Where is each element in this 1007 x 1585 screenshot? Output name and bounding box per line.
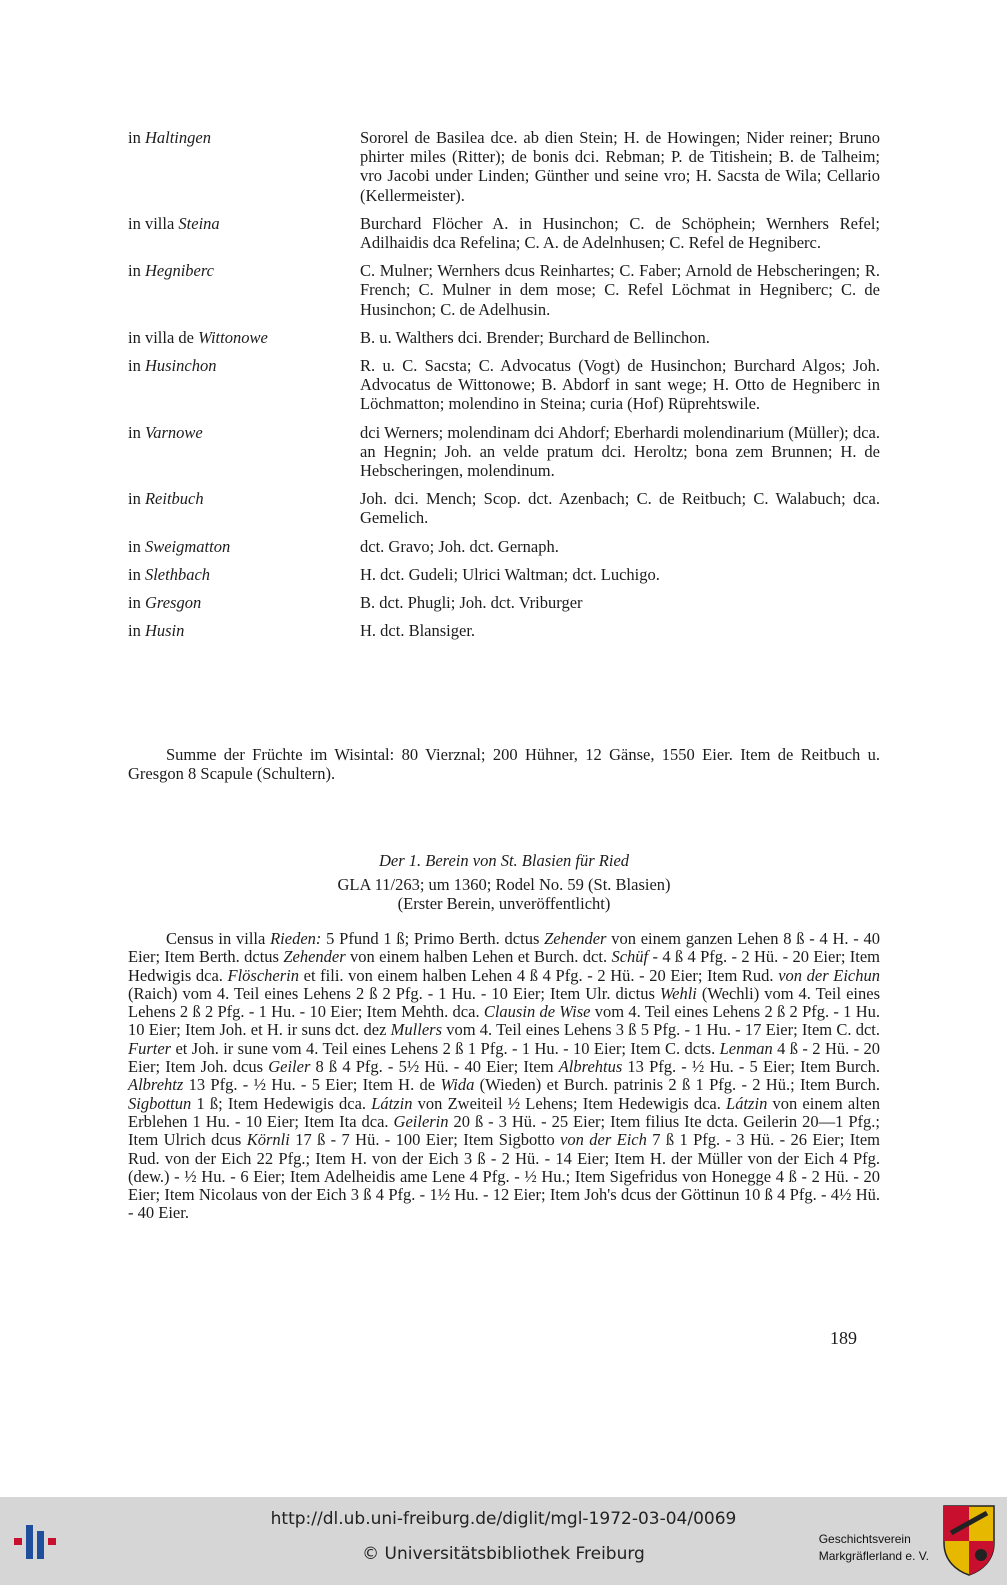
census-text: von einem ganzen Lehen 8 ß - 4 H. - 40 Eier; Item Berth. dctus — [128, 929, 880, 967]
section-title: Der 1. Berein von St. Blasien für Ried — [378, 851, 630, 870]
entry-place-name: Wittonowe — [198, 327, 268, 347]
entry-place-prefix: in — [128, 489, 145, 509]
entry-names: dct. Gravo; Joh. dct. Gernaph. — [360, 536, 559, 556]
entry-place-name: Hegniberc — [144, 261, 214, 281]
census-text: (Wechli) vom 4. Teil eines Lehens 2 ß 2 Pfg. - 1 Hu. - 10 Eier; Item Mehth. dca. — [128, 983, 880, 1022]
census-text: 17 ß - 7 Hü. - 100 Eier; Item Sigbotto — [289, 1130, 561, 1150]
entry-place-name: Haltingen — [144, 128, 211, 147]
census-name: von der Eich — [560, 1130, 647, 1150]
society-name — [819, 1531, 929, 1565]
census-text: 1 ß; Item Hedewigis dca. — [191, 1093, 372, 1113]
census-name: Flöscherin — [227, 965, 300, 985]
entry-row — [128, 328, 880, 347]
entry-place-prefix: in — [128, 536, 145, 556]
entry-place-name: Husinchon — [144, 356, 217, 376]
census-name: Látzin — [726, 1093, 768, 1113]
entry-place-name: Gresgon — [144, 593, 202, 613]
entry-place-prefix: in — [128, 593, 145, 613]
census-text: et Joh. ir sune vom 4. Teil eines Lehens 2 ß 1 Pfg. - 1 Hu. - 10 Eier; Item C. dcts. — [171, 1038, 720, 1058]
entry-names: B. dct. Phugli; Joh. dct. Vriburger — [360, 593, 583, 613]
census-text: 20 ß - 3 Hü. - 25 Eier; Item filius Ite dcta. Geilerin 20—1 Pfg.; Item Ulrich dcus — [128, 1111, 880, 1150]
census-name: von der Eichun — [778, 965, 880, 985]
entry-row — [128, 214, 880, 252]
entry-place — [128, 214, 360, 252]
entry-place — [128, 621, 360, 640]
entries-list — [128, 128, 880, 649]
census-text: et fili. von einem halben Lehen 4 ß 4 Pfg. - 2 Hü. - 20 Eier; Item Rud. — [299, 965, 779, 985]
entry-names: H. dct. Gudeli; Ulrici Waltman; dct. Luchigo. — [360, 564, 660, 584]
census-name: Zehender — [544, 929, 607, 948]
census-name: Geilerin — [393, 1111, 449, 1131]
entry-place — [128, 537, 360, 556]
entry-place-name: Reitbuch — [144, 489, 204, 509]
census-text: (Wieden) et Burch. patrinis 2 ß 1 Pfg. - 2 Hü.; Item Burch. — [474, 1075, 880, 1095]
entry-place-prefix: in villa — [128, 213, 179, 233]
entry-names: B. u. Walthers dci. Brender; Burchard de Bellinchon. — [360, 327, 710, 347]
footer-copyright: © Universitätsbibliothek Freiburg — [362, 1544, 645, 1564]
society-line-1: Geschichtsverein — [818, 1532, 911, 1546]
census-text: 13 Pfg. - ½ Hu. - 5 Eier; Item H. de — [183, 1075, 441, 1095]
entry-names: Burchard Flöcher A. in Husinchon; C. de Schöphein; Wernhers Refel; Adilhaidis dca Refelina; C. A. de Adelnhusen; C. Refel de Hegniberc. — [360, 213, 880, 253]
entry-row — [128, 261, 880, 319]
entry-row — [128, 593, 880, 612]
entry-place — [128, 261, 360, 319]
census-name: Rieden: — [270, 929, 322, 948]
census-text: - 4 ß 4 Pfg. - 2 Hü. - 20 Eier; Item Hedwigis dca. — [128, 947, 880, 985]
entry-names: C. Mulner; Wernhers dcus Reinhartes; C. Faber; Arnold de Hebscheringen; R. French; C. Mulner in dem mose; C. Refel Löchmat in Hegniberc; C. de Husinchon; C. de Adelhusin. — [360, 261, 880, 319]
entry-row — [128, 356, 880, 414]
entry-place-prefix: in — [128, 128, 145, 147]
census-name: Schüf — [611, 947, 649, 967]
section-source: GLA 11/263; um 1360; Rodel No. 59 (St. Blasien) — [337, 875, 671, 894]
entry-row — [128, 423, 880, 481]
entry-place-name: Slethbach — [144, 564, 211, 584]
census-name: Sigbottun — [128, 1093, 192, 1113]
census-name: Furter — [128, 1038, 172, 1058]
entry-place — [128, 593, 360, 612]
entry-place-prefix: in — [128, 356, 145, 376]
entry-names: dci Werners; molendinam dci Ahdorf; Eberhardi molendinarium (Müller); dca. an Hegnin; Joh. an velde pratum dci. Heroltz; bona zem Brunnen; H. de Hebscheringen, molendinum. — [360, 422, 880, 481]
census-text: 8 ß 4 Pfg. - 5½ Hü. - 40 Eier; Item — [310, 1057, 559, 1077]
footer-bar — [0, 1497, 1007, 1585]
census-name: Zehender — [283, 947, 346, 967]
entry-row — [128, 489, 880, 527]
entry-place — [128, 328, 360, 347]
entry-place — [128, 128, 360, 205]
entry-place-prefix: in villa de — [128, 327, 199, 347]
entry-place — [128, 489, 360, 527]
census-name: Látzin — [371, 1093, 413, 1113]
census-text: (Raich) vom 4. Teil eines Lehens 2 ß 2 Pfg. - 1 Hu. - 10 Eier; Item Ulr. dictus — [128, 983, 660, 1003]
census-name: Albrehtz — [128, 1075, 184, 1095]
census-text: Census in villa — [166, 929, 271, 948]
census-paragraph — [128, 930, 880, 1223]
entry-place-name: Steina — [178, 213, 220, 233]
summary-paragraph: Summe der Früchte im Wisintal: 80 Vierznal; 200 Hühner, 12 Gänse, 1550 Eier. Item de Reitbuch u. Gresgon 8 Scapule (Schultern). — [128, 745, 880, 784]
census-name: Clausin de Wise — [483, 1002, 591, 1022]
entry-names: H. dct. Blansiger. — [360, 621, 476, 641]
section-note: (Erster Berein, unveröffentlicht) — [397, 894, 611, 913]
page-number: 189 — [830, 1328, 857, 1348]
census-name: Wehli — [659, 983, 697, 1003]
entry-row — [128, 565, 880, 584]
entry-place-name: Varnowe — [144, 422, 203, 442]
entry-place-name: Sweigmatton — [144, 536, 231, 556]
footer-url-link[interactable]: http://dl.ub.uni-freiburg.de/diglit/mgl-1972-03-04/0069 — [270, 1509, 737, 1529]
census-text: von einem alten Erblehen 1 Hu. - 10 Eier; Item Ita dca. — [128, 1093, 880, 1131]
census-name: Geiler — [268, 1057, 311, 1077]
census-text: 5 Pfund 1 ß; Primo Berth. dctus — [321, 929, 545, 948]
census-text: von einem halben Lehen et Burch. dct. — [345, 947, 612, 967]
entry-place-prefix: in — [128, 422, 145, 442]
society-crest-icon — [941, 1503, 997, 1577]
entry-place-prefix: in — [128, 261, 145, 281]
entry-place — [128, 356, 360, 414]
entry-names: Sororel de Basilea dce. ab dien Stein; H. de Howingen; Nider reiner; Bruno phirter miles (Ritter); de bonis dci. Rebman; P. de Titishein; B. de Talheim; vro Jacobi under Linden; Günther und seine vro; H. Sacsta de Wila; Cellario (Kellermeister). — [360, 128, 880, 205]
census-text: 7 ß 1 Pfg. - 3 Hü. - 26 Eier; Item Rud. von der Eich 22 Pfg.; Item H. von der Eich 3 ß - 2 Hü. - 14 Eier; Item H. der Müller von der Eich 4 Pfg. (dew.) - ½ Hu. - 6 Eier; Item Adelheidis ame Lene 4 Pfg. - ½ Hu.; Item Sigefridus von Honegge 4 ß - 2 Hü. - 20 Eier; Item Nicolaus von der Eich 3 ß 4 Pfg. - 1½ Hu. - 12 Eier; Item Joh's dcus der Göttinun 10 ß 4 Pfg. - 4½ Hü. - 40 Eier. — [128, 1130, 880, 1223]
society-line-2: Markgräflerland e. V. — [818, 1549, 929, 1563]
entry-names: R. u. C. Sacsta; C. Advocatus (Vogt) de Husinchon; Burchard Algos; Joh. Advocatus de Wittonowe; B. Abdorf in sant wege; H. Otto de Hegniberc in Löchmatton; molendino in Steina; curia (Hof) Rüprehtswile. — [360, 356, 880, 414]
census-name: Albrehtus — [558, 1057, 623, 1077]
census-name: Mullers — [390, 1020, 443, 1040]
census-name: Wida — [440, 1075, 475, 1095]
entry-row — [128, 128, 880, 205]
census-name: Körnli — [246, 1130, 290, 1150]
entry-place-prefix: in — [128, 564, 145, 584]
entry-place-prefix: in — [128, 621, 145, 641]
entry-names: Joh. dci. Mench; Scop. dct. Azenbach; C. de Reitbuch; C. Walabuch; dca. Gemelich. — [360, 489, 880, 528]
entry-row — [128, 537, 880, 556]
entry-place-name: Husin — [144, 621, 185, 641]
census-text: 4 ß - 2 Hü. - 20 Eier; Item Joh. dcus — [128, 1038, 880, 1077]
entry-place — [128, 423, 360, 481]
census-text: 13 Pfg. - ½ Hu. - 5 Eier; Item Burch. — [622, 1057, 881, 1077]
entry-place — [128, 565, 360, 584]
census-text: vom 4. Teil eines Lehens 3 ß 5 Pfg. - 1 Hu. - 17 Eier; Item C. dct. — [442, 1020, 881, 1040]
census-name: Lenman — [719, 1038, 773, 1058]
census-text: von Zweiteil ½ Lehens; Item Hedewigis dca. — [412, 1093, 727, 1113]
entry-row — [128, 621, 880, 640]
census-text: vom 4. Teil eines Lehens 2 ß 2 Pfg. - 1 Hu. 10 Eier; Item Joh. et H. ir suns dct. dez — [128, 1002, 880, 1040]
